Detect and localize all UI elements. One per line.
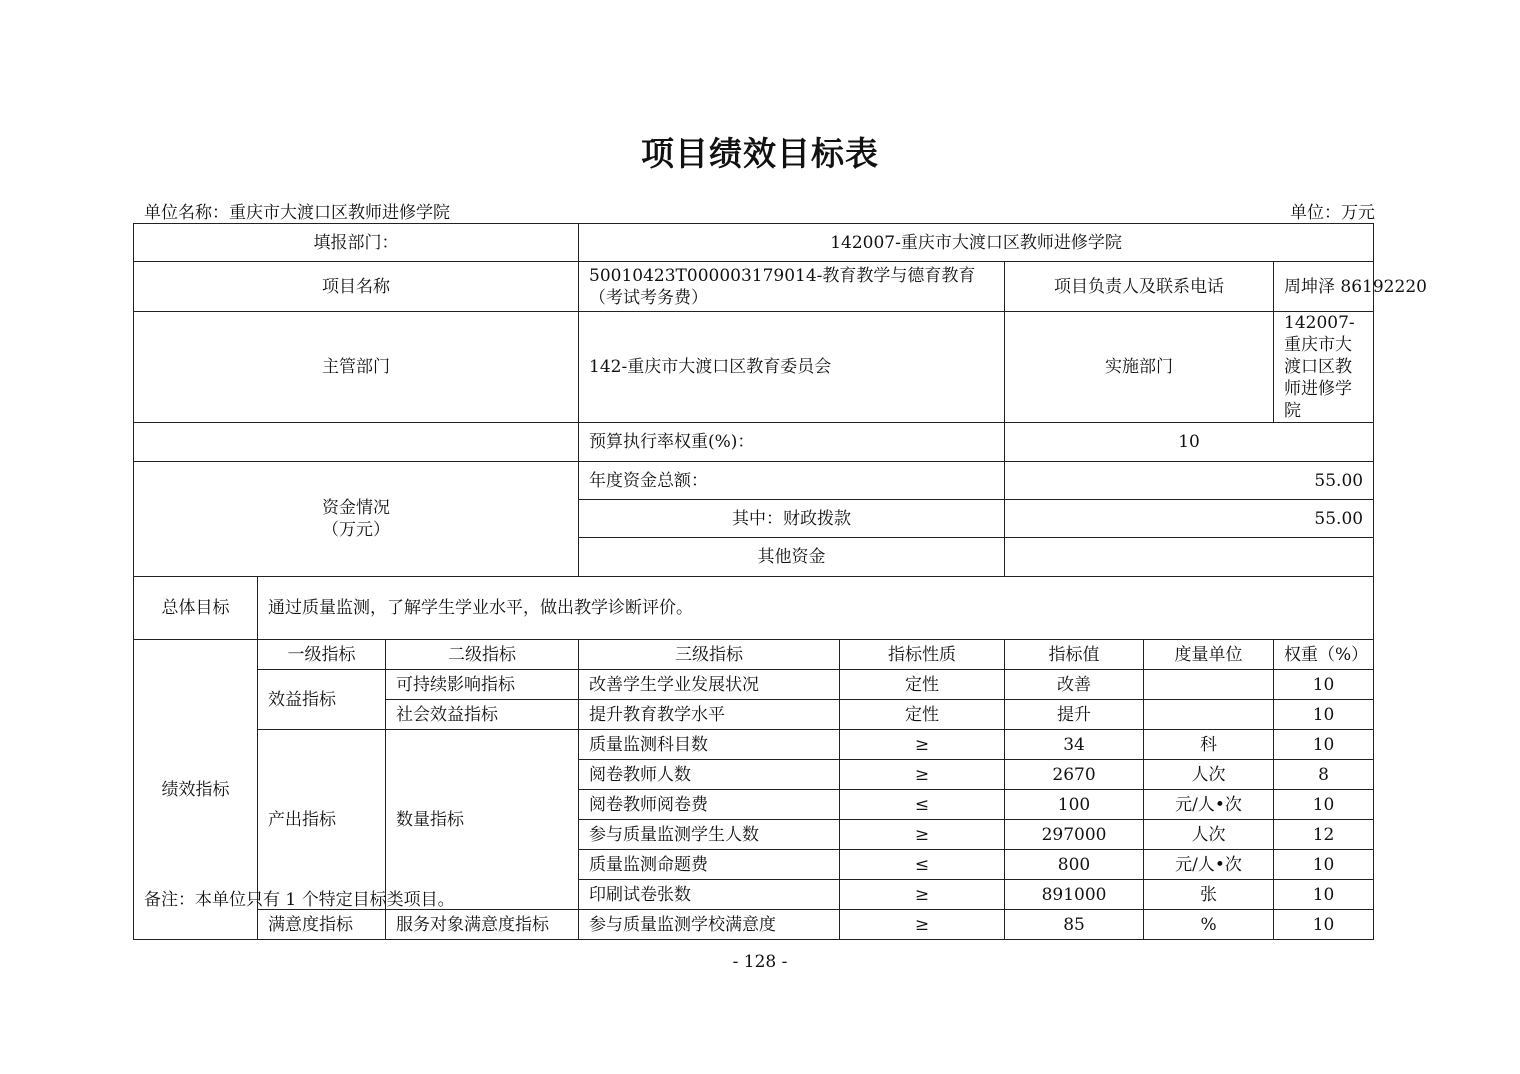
- budget-weight-label: 预算执行率权重(%)：: [579, 423, 1005, 462]
- indicator-row: [134, 670, 1374, 700]
- indicator-unit: [1144, 700, 1274, 730]
- indicator-unit: 元/人•次: [1144, 850, 1274, 880]
- indicator-l3: 阅卷教师人数: [579, 760, 840, 790]
- indicator-nature: ≤: [840, 850, 1005, 880]
- indicator-l3: 阅卷教师阅卷费: [579, 790, 840, 820]
- indicator-weight: 10: [1274, 670, 1374, 700]
- subgroup-sustain: 可持续影响指标: [386, 670, 579, 700]
- indicator-value: 2670: [1005, 760, 1144, 790]
- col-header-l1: 一级指标: [258, 640, 386, 670]
- col-header-nature: 指标性质: [840, 640, 1005, 670]
- supervisor-row: [134, 312, 1374, 423]
- unit-name: 单位名称：重庆市大渡口区教师进修学院: [144, 203, 450, 223]
- funds-fiscal-label: 其中：财政拨款: [579, 500, 1005, 538]
- goal-row: [134, 577, 1374, 640]
- indicator-l3: 质量监测科目数: [579, 730, 840, 760]
- indicator-weight: 12: [1274, 820, 1374, 850]
- funds-label-line1: 资金情况: [322, 498, 390, 518]
- subgroup-service: 服务对象满意度指标: [386, 910, 579, 940]
- indicator-l3: 改善学生学业发展状况: [579, 670, 840, 700]
- indicator-nature: 定性: [840, 670, 1005, 700]
- indicator-value: 297000: [1005, 820, 1144, 850]
- indicator-header-row: [134, 640, 1374, 670]
- group-output: 产出指标: [258, 730, 386, 910]
- project-name-row: [134, 262, 1374, 312]
- indicator-weight: 10: [1274, 730, 1374, 760]
- page-number: - 128 -: [732, 952, 788, 972]
- indicator-unit: 人次: [1144, 760, 1274, 790]
- project-name-value: 50010423T000003179014-教育教学与德育教育（考试考务费）: [579, 262, 1005, 312]
- col-header-l3: 三级指标: [579, 640, 840, 670]
- group-satisfaction: 满意度指标: [258, 910, 386, 940]
- indicator-weight: 8: [1274, 760, 1374, 790]
- contact-label: 项目负责人及联系电话: [1005, 262, 1274, 312]
- indicator-unit: [1144, 670, 1274, 700]
- funds-total-row: [134, 462, 1374, 500]
- indicator-value: 100: [1005, 790, 1144, 820]
- indicator-value: 85: [1005, 910, 1144, 940]
- indicator-nature: ≥: [840, 730, 1005, 760]
- indicator-l3: 参与质量监测学校满意度: [579, 910, 840, 940]
- budget-weight-empty: [134, 423, 579, 462]
- budget-weight-value: 10: [1005, 423, 1374, 462]
- funds-total-value: 55.00: [1005, 462, 1374, 500]
- funds-total-label: 年度资金总额：: [579, 462, 1005, 500]
- project-name-label: 项目名称: [134, 262, 579, 312]
- funds-other-value: [1005, 538, 1374, 577]
- funds-label: [134, 462, 579, 577]
- page-title: 项目绩效目标表: [641, 134, 879, 173]
- indicator-nature: ≥: [840, 820, 1005, 850]
- indicator-weight: 10: [1274, 850, 1374, 880]
- budget-weight-row: [134, 423, 1374, 462]
- currency-unit: 单位：万元: [1290, 203, 1375, 223]
- footnote: 备注：本单位只有 1 个特定目标类项目。: [144, 890, 455, 910]
- supervisor-label: 主管部门: [134, 312, 579, 423]
- impl-dept-value: 142007-重庆市大渡口区教师进修学院: [1274, 312, 1374, 423]
- indicator-nature: ≥: [840, 880, 1005, 910]
- fill-dept-row: [134, 224, 1374, 262]
- indicator-value: 改善: [1005, 670, 1144, 700]
- group-benefit: 效益指标: [258, 670, 386, 730]
- indicator-unit: %: [1144, 910, 1274, 940]
- contact-value: 周坤泽 86192220: [1274, 262, 1374, 312]
- funds-fiscal-value: 55.00: [1005, 500, 1374, 538]
- supervisor-value: 142-重庆市大渡口区教育委员会: [579, 312, 1005, 423]
- col-header-l2: 二级指标: [386, 640, 579, 670]
- goal-text: 通过质量监测，了解学生学业水平，做出教学诊断评价。: [258, 577, 1374, 640]
- funds-label-line2: （万元）: [322, 520, 390, 540]
- col-header-unit: 度量单位: [1144, 640, 1274, 670]
- indicator-weight: 10: [1274, 880, 1374, 910]
- indicator-unit: 人次: [1144, 820, 1274, 850]
- indicator-l3: 参与质量监测学生人数: [579, 820, 840, 850]
- funds-other-label: 其他资金: [579, 538, 1005, 577]
- goal-label: 总体目标: [134, 577, 258, 640]
- indicator-nature: ≥: [840, 760, 1005, 790]
- performance-table: [133, 223, 1427, 940]
- col-header-value: 指标值: [1005, 640, 1144, 670]
- indicator-weight: 10: [1274, 790, 1374, 820]
- indicators-label: 绩效指标: [134, 640, 258, 940]
- indicator-l3: 质量监测命题费: [579, 850, 840, 880]
- indicator-weight: 10: [1274, 910, 1374, 940]
- subgroup-social: 社会效益指标: [386, 700, 579, 730]
- indicator-nature: 定性: [840, 700, 1005, 730]
- indicator-unit: 科: [1144, 730, 1274, 760]
- fill-dept-value: 142007-重庆市大渡口区教师进修学院: [579, 224, 1374, 262]
- indicator-row: [134, 730, 1374, 760]
- col-header-weight: 权重（%）: [1274, 640, 1374, 670]
- indicator-value: 800: [1005, 850, 1144, 880]
- indicator-value: 34: [1005, 730, 1144, 760]
- indicator-value: 891000: [1005, 880, 1144, 910]
- indicator-row: [134, 910, 1374, 940]
- indicator-l3: 印刷试卷张数: [579, 880, 840, 910]
- indicator-unit: 张: [1144, 880, 1274, 910]
- indicator-unit: 元/人•次: [1144, 790, 1274, 820]
- fill-dept-label: 填报部门：: [134, 224, 579, 262]
- indicator-value: 提升: [1005, 700, 1144, 730]
- subgroup-quantity: 数量指标: [386, 730, 579, 910]
- indicator-nature: ≤: [840, 790, 1005, 820]
- impl-dept-label: 实施部门: [1005, 312, 1274, 423]
- indicator-nature: ≥: [840, 910, 1005, 940]
- indicator-l3: 提升教育教学水平: [579, 700, 840, 730]
- indicator-weight: 10: [1274, 700, 1374, 730]
